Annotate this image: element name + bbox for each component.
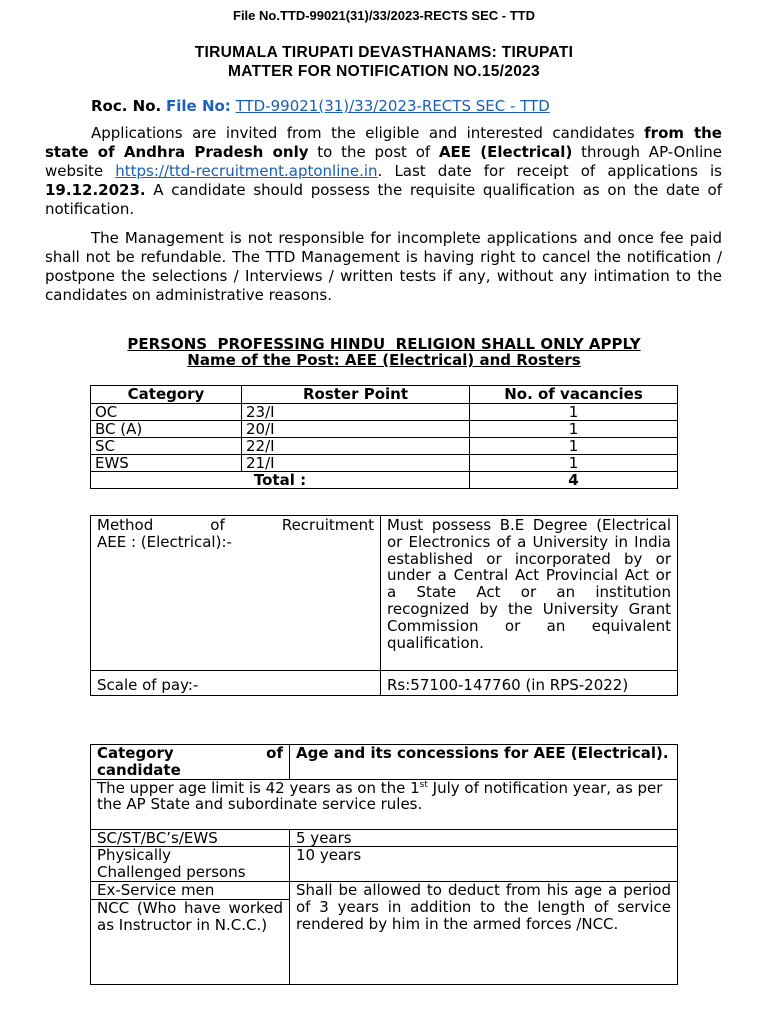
p1-region: from the state of Andhra Pradesh only xyxy=(45,124,722,161)
table-row xyxy=(91,421,678,438)
cell-roster-point: 21/I xyxy=(242,455,470,472)
col-vacancies: No. of vacancies xyxy=(470,386,678,404)
table-row xyxy=(91,847,678,882)
age-table xyxy=(90,744,678,985)
cell-category: EWS xyxy=(91,455,242,472)
ex-service-label: Ex-Service men xyxy=(91,881,290,899)
roster-header-row xyxy=(91,386,678,404)
recruitment-table xyxy=(90,515,678,696)
upper-age-text-a: The upper age limit is 42 years as on the 1 xyxy=(97,778,420,797)
upper-age-sup: st xyxy=(419,779,428,790)
cell-roster-point: 20/I xyxy=(242,421,470,438)
p2-text: The Management is not responsible for incomplete applications and once fee paid shall not be refundable. The TTD Management is having right to cancel the notification / postpone the selections / Interviews / written tests if any, without any intimation to the candidates on administrative reasons. xyxy=(45,229,722,304)
file-link[interactable]: TTD-99021(31)/33/2023-RECTS SEC - TTD xyxy=(235,97,550,115)
ncc-label: NCC (Who have worked as Instructor in N.C.C.) xyxy=(91,899,290,984)
age-category: SC/ST/BC’s/EWS xyxy=(91,829,290,847)
scale-value: Rs:57100-147760 (in RPS-2022) xyxy=(381,671,678,696)
cell-category: BC (A) xyxy=(91,421,242,438)
intro-paragraph xyxy=(45,124,722,219)
table-row xyxy=(91,829,678,847)
recruitment-website-link[interactable]: https://ttd-recruitment.aptonline.in xyxy=(115,162,378,180)
cell-vacancies: 1 xyxy=(470,438,678,455)
age-header-left: Category of candidate xyxy=(91,745,290,780)
total-label: Total : xyxy=(91,472,470,489)
method-row xyxy=(91,516,678,671)
age-concession: 10 years xyxy=(290,847,678,882)
table-row xyxy=(91,404,678,421)
last-date: 19.12.2023. xyxy=(45,181,146,199)
cell-roster-point: 23/I xyxy=(242,404,470,421)
scale-label: Scale of pay:- xyxy=(91,671,381,696)
method-label-line2: AEE : (Electrical):- xyxy=(97,532,232,551)
cell-vacancies: 1 xyxy=(470,421,678,438)
p1-text-e: through AP-Online website xyxy=(45,143,723,180)
file-label: File No: xyxy=(166,97,231,115)
cell-category: OC xyxy=(91,404,242,421)
age-header-row xyxy=(91,745,678,780)
upper-age-row xyxy=(91,779,678,829)
ex-service-row xyxy=(91,881,678,899)
p1-text-a: Applications are invited from the eligible and interested candidates xyxy=(91,124,645,142)
religion-heading: PERSONS PROFESSING HINDU RELIGION SHALL ONLY APPLY xyxy=(127,335,641,353)
total-row xyxy=(91,472,678,489)
p1-text-g: A candidate should possess the requisite qualification as on the date of notification. xyxy=(45,181,722,218)
cell-vacancies: 1 xyxy=(470,455,678,472)
scale-row xyxy=(91,671,678,696)
p1-text-c: to the post of xyxy=(308,143,439,161)
p1-text-f: . Last date for receipt of applications is xyxy=(377,162,722,180)
roc-line xyxy=(91,97,550,115)
age-concession: 5 years xyxy=(290,829,678,847)
table-row xyxy=(91,455,678,472)
table-row xyxy=(91,438,678,455)
p1-post: AEE (Electrical) xyxy=(438,143,573,161)
method-label-line1: Method of Recruitment xyxy=(97,516,374,534)
upper-age-text-b: July of notification year, as per the AP State and subordinate service rules. xyxy=(97,778,663,814)
qualification-text: Must possess B.E Degree (Electrical or Electronics of a University in India established or incorporated by or under a Central Act Provincial Act or a State Act or an institution recognized by the University Grant Commission or an equivalent qualification. xyxy=(381,516,678,671)
total-value: 4 xyxy=(470,472,678,489)
post-heading: Name of the Post: AEE (Electrical) and Rosters xyxy=(187,351,581,369)
roc-label: Roc. No. xyxy=(91,97,162,115)
col-roster-point: Roster Point xyxy=(242,386,470,404)
cell-roster-point: 22/I xyxy=(242,438,470,455)
upper-age-limit xyxy=(91,779,678,829)
col-category: Category xyxy=(91,386,242,404)
file-number-header: File No.TTD-99021(31)/33/2023-RECTS SEC - TTD xyxy=(233,8,535,23)
ex-service-ncc-rule: Shall be allowed to deduct from his age a period of 3 years in addition to the length of service rendered by him in the armed forces /NCC. xyxy=(290,881,678,984)
cell-category: SC xyxy=(91,438,242,455)
document-title: TIRUMALA TIRUPATI DEVASTHANAMS: TIRUPATI xyxy=(194,44,574,61)
age-header-right: Age and its concessions for AEE (Electrical). xyxy=(290,745,678,780)
roster-table xyxy=(90,385,678,489)
method-label xyxy=(91,516,381,671)
management-paragraph xyxy=(45,229,722,305)
notification-number: MATTER FOR NOTIFICATION NO.15/2023 xyxy=(228,63,540,80)
age-category: Physically Challenged persons xyxy=(91,847,290,882)
cell-vacancies: 1 xyxy=(470,404,678,421)
